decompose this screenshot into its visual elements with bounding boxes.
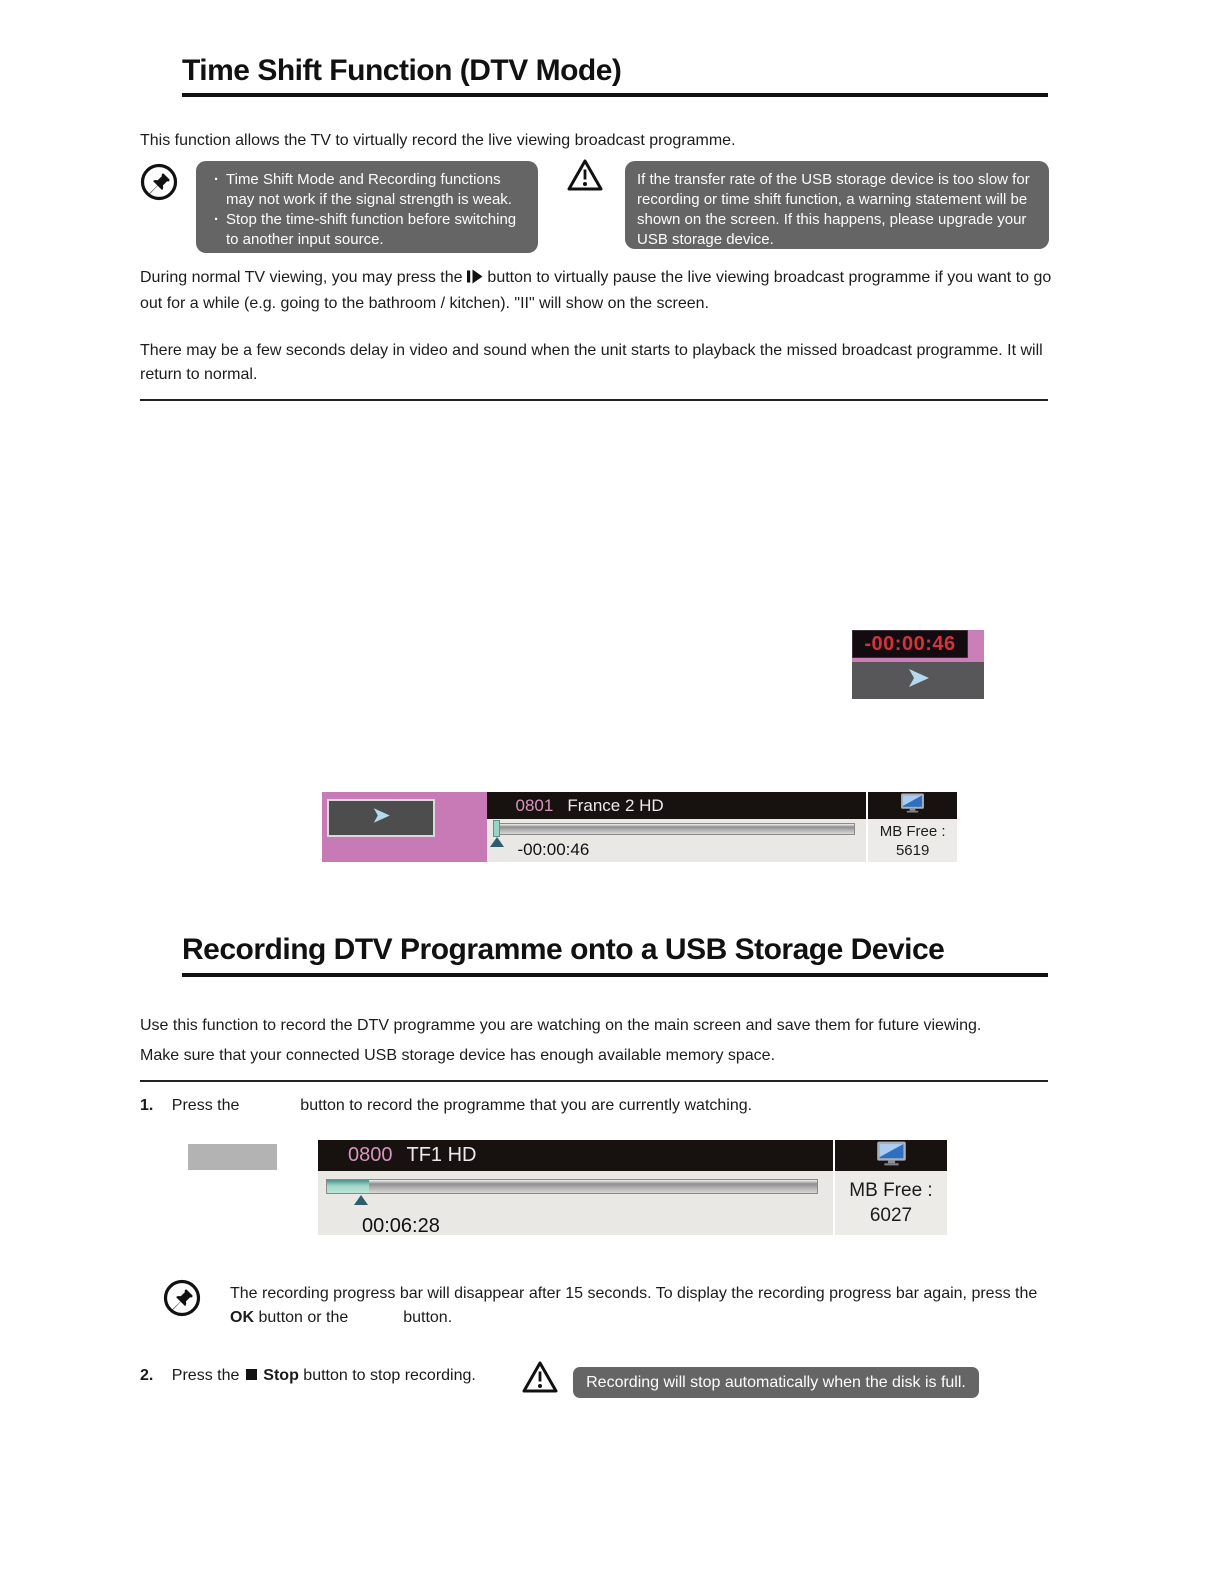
warning-icon: [521, 1360, 559, 1401]
channel-number: 0800: [348, 1144, 393, 1166]
step-text: Press the: [171, 1097, 240, 1114]
play-state-button: [327, 799, 435, 837]
mb-free-value: 5619: [895, 841, 930, 859]
playback-status-bar: [852, 662, 984, 699]
time-elapsed: 00:06:28: [362, 1215, 440, 1237]
timeshift-timer-osd: [852, 630, 984, 699]
paragraph-delay: There may be a few seconds delay in video and sound when the unit starts to playback the missed broadcast programme. It will return to normal.: [140, 342, 1043, 383]
ok-button-label: OK: [230, 1309, 254, 1326]
channel-name: TF1 HD: [406, 1144, 477, 1166]
record-button-callout: [188, 1144, 277, 1170]
channel-name: France 2 HD: [567, 795, 664, 815]
progress-fill: [327, 1180, 369, 1193]
pin-icon: [162, 1278, 202, 1323]
warning-box-usb: If the transfer rate of the USB storage device is too slow for recording or time shift function, a warning statement will be shown on the screen. If this happens, please upgrade your USB storage device.: [625, 161, 1049, 249]
warning-icon: [566, 158, 604, 199]
timeshift-play-button-icon: [467, 268, 483, 292]
channel-header: [487, 792, 866, 819]
source-header: [868, 792, 957, 819]
mb-free-value: 6027: [869, 1205, 913, 1226]
mb-free-label: MB Free :: [849, 1180, 933, 1201]
paragraph-use: Use this function to record the DTV programme you are watching on the main screen and save them for future viewing.: [140, 1017, 982, 1034]
progress-position-marker: [354, 1195, 368, 1205]
stop-icon: [246, 1369, 257, 1380]
note-list: [208, 170, 526, 250]
step-1: [140, 1094, 752, 1118]
timer-row: [852, 630, 984, 662]
mb-free-label: MB Free :: [879, 822, 946, 840]
step-2: [140, 1364, 476, 1388]
step-text: button to record the programme that you are currently watching.: [300, 1097, 753, 1114]
progress-bar: [326, 1179, 818, 1194]
osd-main-panel: [487, 792, 866, 862]
play-icon: [903, 668, 933, 693]
section-divider: [140, 399, 1048, 401]
paragraph-pause: [140, 266, 1056, 316]
paragraph-pause-text: button to virtually pause the live viewing broadcast programme if you want to go out for a while (e.g. going to the bathroom / kitchen). "II" will show on the screen.: [140, 269, 1052, 312]
title-underline: [182, 93, 1048, 97]
section-divider: [140, 1080, 1048, 1082]
note-item: · Stop the time-shift function before switching to another input source.: [214, 210, 526, 250]
progress-panel: [318, 1171, 833, 1235]
osd-info-panel: [866, 792, 957, 862]
mb-free-panel: [868, 819, 957, 862]
osd-info-panel: [833, 1140, 947, 1235]
stop-button-label: Stop: [263, 1367, 299, 1384]
note-text: button or the: [258, 1309, 349, 1326]
recording-channel-osd: [318, 1140, 947, 1235]
paragraph-memory: Make sure that your connected USB storage device has enough available memory space.: [140, 1047, 776, 1064]
note-text: button.: [403, 1309, 453, 1326]
step-number: 1.: [140, 1097, 154, 1114]
osd-pink-panel: [322, 792, 487, 862]
monitor-icon: [876, 1141, 907, 1171]
section-title-recording: Recording DTV Programme onto a USB Storage Device: [182, 933, 945, 966]
source-header: [835, 1140, 947, 1171]
timeshift-channel-osd: [322, 792, 957, 862]
channel-header: [318, 1140, 833, 1171]
channel-number: 0801: [515, 795, 554, 815]
step-text: Press the: [171, 1367, 240, 1384]
page-title: Time Shift Function (DTV Mode): [182, 54, 622, 87]
progress-position-tick: [493, 820, 500, 837]
progress-position-marker: [490, 837, 504, 847]
note-progress-bar: [230, 1282, 1058, 1330]
play-icon: [369, 807, 393, 829]
title-underline: [182, 973, 1048, 977]
time-position: -00:00:46: [517, 840, 590, 859]
mb-free-panel: [835, 1171, 947, 1235]
monitor-icon: [900, 793, 925, 818]
progress-bar: [495, 823, 855, 835]
osd-main-panel: [318, 1140, 833, 1235]
warning-box-disk-full: Recording will stop automatically when the disk is full.: [573, 1367, 979, 1398]
timer-display: -00:00:46: [852, 630, 968, 658]
step-text: button to stop recording.: [303, 1367, 476, 1384]
intro-paragraph: This function allows the TV to virtually record the live viewing broadcast programme.: [140, 132, 736, 149]
note-box-timeshift: [196, 161, 538, 253]
note-text: The recording progress bar will disappear after 15 seconds. To display the recording progress bar again, press the: [230, 1285, 1038, 1302]
pin-icon: [139, 162, 179, 207]
paragraph-pause-text: During normal TV viewing, you may press the: [140, 269, 463, 286]
progress-panel: [487, 819, 866, 862]
step-number: 2.: [140, 1367, 154, 1384]
note-item: · Time Shift Mode and Recording functions may not work if the signal strength is weak.: [214, 170, 526, 210]
